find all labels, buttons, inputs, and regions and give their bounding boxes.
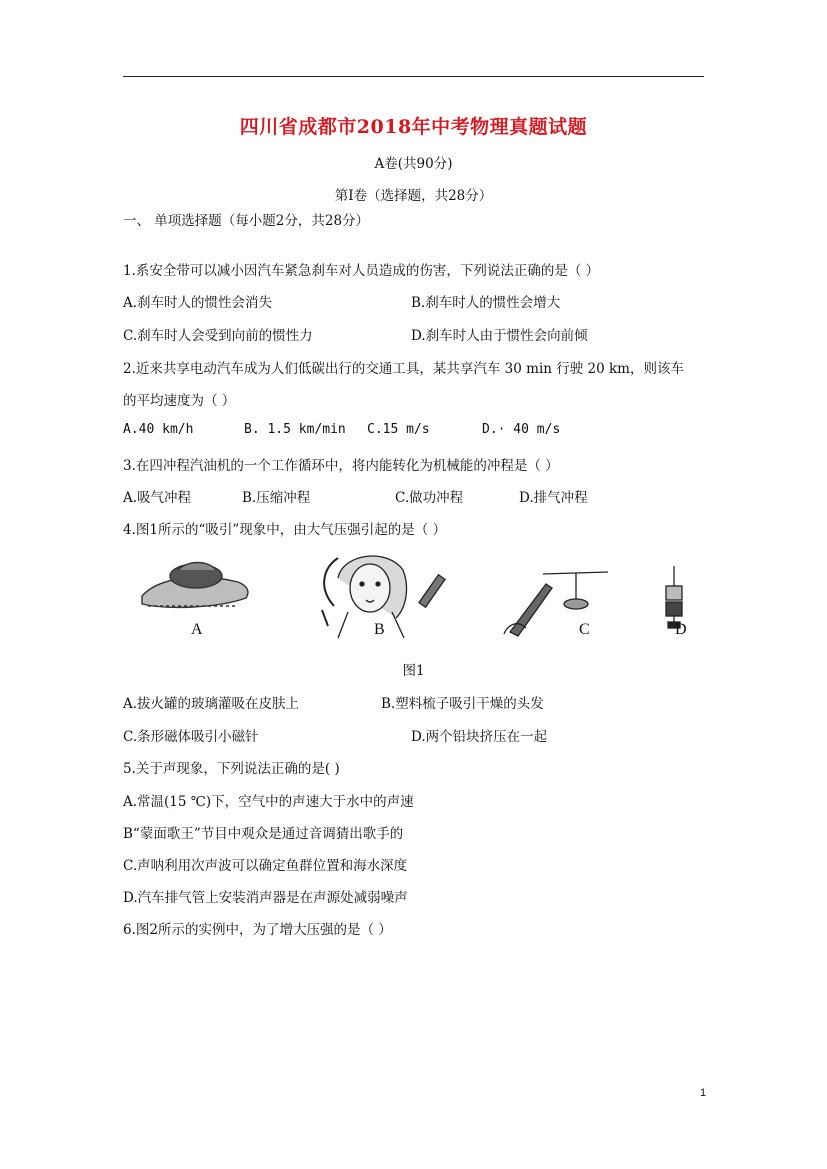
q4-option-d: D.两个铅块挤压在一起 xyxy=(411,729,548,745)
q3-option-b: B.压缩冲程 xyxy=(242,490,311,506)
q1-option-c: C.刹车时人会受到向前的惯性力 xyxy=(123,328,313,344)
exam-title: 四川省成都市2018年中考物理真题试题 xyxy=(239,116,588,138)
paper-a-label: A卷(共90分) xyxy=(374,156,453,172)
q5-option-b: B“蒙面歌王”节目中观众是通过音调猜出歌手的 xyxy=(123,826,404,842)
q4-option-a: A.拔火罐的玻璃灌吸在皮肤上 xyxy=(123,696,300,712)
figure-1 xyxy=(138,548,708,644)
section-heading: 一、 单项选择题（每小题2分，共28分） xyxy=(123,213,370,229)
figure-1-label-c: C xyxy=(579,621,590,638)
figure-1-drawing xyxy=(138,548,708,644)
q4-option-b: B.塑料梳子吸引干燥的头发 xyxy=(381,696,544,712)
part-one-label: 第Ⅰ卷（选择题，共28分） xyxy=(334,188,493,204)
q4-option-c: C.条形磁体吸引小磁针 xyxy=(123,729,259,745)
magnet-needle-drawing xyxy=(504,572,608,636)
q1-option-b: B.刹车时人的惯性会增大 xyxy=(411,295,561,311)
page-number: 1 xyxy=(700,1087,707,1099)
question-6-stem: 6.图2所示的实例中，为了增大压强的是（ ） xyxy=(123,922,392,938)
q5-option-d: D.汽车排气管上安装消声器是在声源处减弱噪声 xyxy=(123,890,408,906)
question-1-stem: 1.系安全带可以减小因汽车紧急刹车对人员造成的伤害，下列说法正确的是（ ） xyxy=(123,263,600,279)
question-2-stem-cont: 的平均速度为（ ） xyxy=(123,393,236,409)
q1-option-d: D.刹车时人由于惯性会向前倾 xyxy=(411,328,588,344)
question-4-stem: 4.图1所示的“吸引”现象中，由大气压强引起的是（ ） xyxy=(123,522,447,538)
q5-option-a: A.常温(15 ℃)下，空气中的声速大于水中的声速 xyxy=(123,794,414,810)
question-5-stem: 5.关于声现象，下列说法正确的是( ) xyxy=(123,761,340,777)
fire-cupping-drawing xyxy=(142,563,248,608)
header-rule xyxy=(123,76,704,77)
q2-option-a: A.40 km/h xyxy=(123,422,194,437)
q1-option-a: A.刹车时人的惯性会消失 xyxy=(123,295,273,311)
q3-option-c: C.做功冲程 xyxy=(395,490,464,506)
q2-option-b: B. 1.5 km/min xyxy=(244,422,346,437)
figure-1-label-d: D xyxy=(675,621,687,638)
question-2-stem: 2.近来共享电动汽车成为人们低碳出行的交通工具，某共享汽车 30 min 行驶 20 km，则该车 xyxy=(123,361,684,377)
figure-1-label-b: B xyxy=(374,621,385,638)
lead-blocks-drawing xyxy=(666,566,682,628)
q3-option-d: D.排气冲程 xyxy=(519,490,588,506)
q5-option-c: C.声呐利用次声波可以确定鱼群位置和海水深度 xyxy=(123,858,408,874)
q3-option-a: A.吸气冲程 xyxy=(123,490,192,506)
q2-option-c: C.15 m/s xyxy=(367,422,430,437)
figure-1-label-a: A xyxy=(191,621,203,638)
question-3-stem: 3.在四冲程汽油机的一个工作循环中，将内能转化为机械能的冲程是（ ） xyxy=(123,458,559,474)
q2-option-d: D.· 40 m/s xyxy=(482,422,561,437)
figure-1-caption: 图1 xyxy=(402,663,425,679)
